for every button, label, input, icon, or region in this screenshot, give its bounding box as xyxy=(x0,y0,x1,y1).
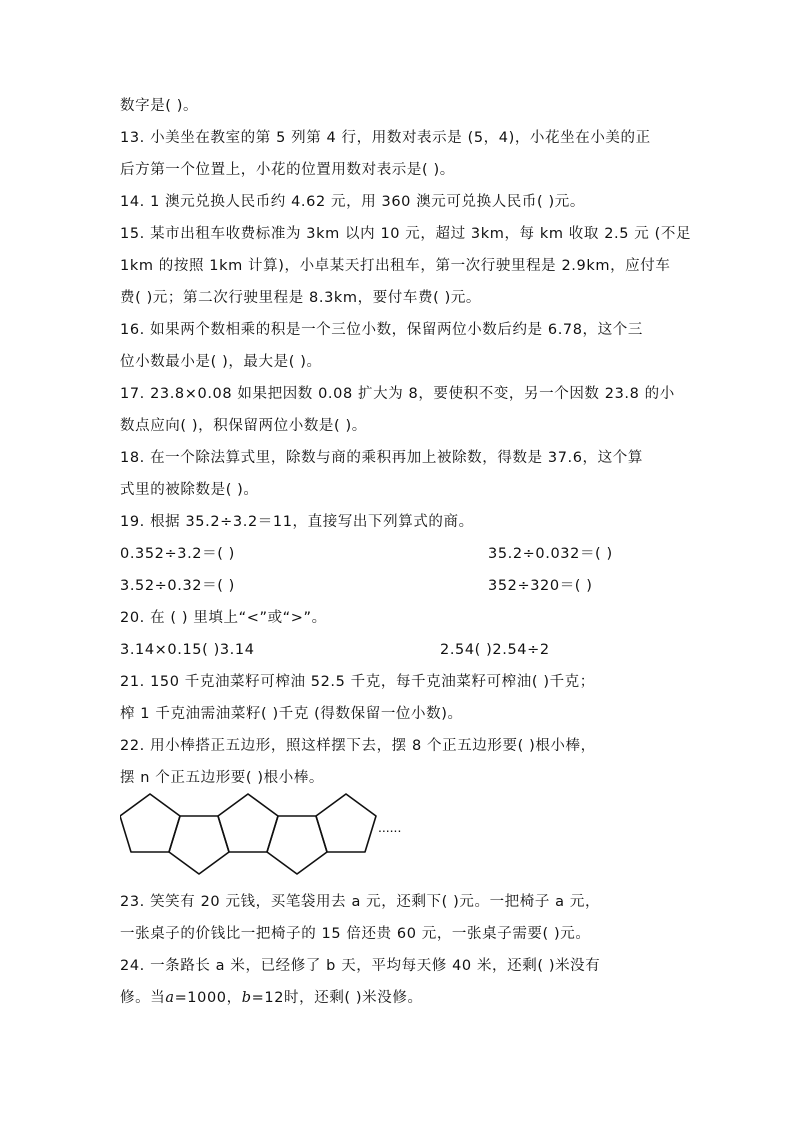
question-22-line-2: 摆 n 个正五边形要( )根小棒。 xyxy=(120,770,325,786)
ellipsis-text: ...... xyxy=(378,819,402,835)
pentagon-chain-figure xyxy=(120,788,420,878)
value-b: =12 xyxy=(251,990,285,1006)
question-16-line-2: 位小数最小是( )，最大是( )。 xyxy=(120,354,322,370)
question-13-line-2: 后方第一个位置上，小花的位置用数对表示是( )。 xyxy=(120,162,455,178)
question-17-line-1: 17. 23.8×0.08 如果把因数 0.08 扩大为 8，要使积不变，另一个因数 23.8 的小 xyxy=(120,386,675,402)
question-21-line-1: 21. 150 千克油菜籽可榨油 52.5 千克，每千克油菜籽可榨油( )千克； xyxy=(120,674,595,690)
question-19-item-b: 35.2÷0.032＝( ) xyxy=(488,546,613,562)
text-line: 数字是( )。 xyxy=(120,98,199,114)
question-18-line-1: 18. 在一个除法算式里，除数与商的乘积再加上被除数，得数是 37.6，这个算 xyxy=(120,450,643,466)
pentagon-5 xyxy=(316,794,376,852)
question-20-item-a: 3.14×0.15( )3.14 xyxy=(120,642,255,658)
variable-b: b xyxy=(241,990,252,1006)
q24-post: 时，还剩( )米没修。 xyxy=(284,990,423,1006)
question-24-line-2 xyxy=(120,988,423,1008)
question-20-item-b: 2.54( )2.54÷2 xyxy=(440,642,550,658)
question-22-line-1: 22. 用小棒搭正五边形，照这样摆下去，摆 8 个正五边形要( )根小棒， xyxy=(120,738,596,754)
q24-pre: 修。当 xyxy=(120,990,166,1006)
question-19-title: 19. 根据 35.2÷3.2＝11，直接写出下列算式的商。 xyxy=(120,514,474,530)
variable-a: a xyxy=(165,990,175,1006)
question-19-item-d: 352÷320＝( ) xyxy=(488,578,593,594)
question-24-line-1: 24. 一条路长 a 米，已经修了 b 天，平均每天修 40 米，还剩( )米没有 xyxy=(120,958,601,974)
question-14: 14. 1 澳元兑换人民币约 4.62 元，用 360 澳元可兑换人民币( )元。 xyxy=(120,194,585,210)
question-15-line-2: 1km 的按照 1km 计算)，小卓某天打出租车，第一次行驶里程是 2.9km，应付车 xyxy=(120,258,671,274)
question-21-line-2: 榨 1 千克油需油菜籽( )千克 (得数保留一位小数)。 xyxy=(120,706,463,722)
question-23-line-2: 一张桌子的价钱比一把椅子的 15 倍还贵 60 元，一张桌子需要( )元。 xyxy=(120,926,591,942)
question-16-line-1: 16. 如果两个数相乘的积是一个三位小数，保留两位小数后约是 6.78，这个三 xyxy=(120,322,643,338)
question-19-item-a: 0.352÷3.2＝( ) xyxy=(120,546,235,562)
question-13-line-1: 13. 小美坐在教室的第 5 列第 4 行，用数对表示是 (5，4)，小花坐在小美的正 xyxy=(120,130,651,146)
question-18-line-2: 式里的被除数是( )。 xyxy=(120,482,259,498)
value-a: =1000 xyxy=(174,990,227,1006)
q24-sep: ， xyxy=(226,990,242,1006)
question-23-line-1: 23. 笑笑有 20 元钱，买笔袋用去 a 元，还剩下( )元。一把椅子 a 元， xyxy=(120,894,601,910)
question-20-title: 20. 在 ( ) 里填上“<”或“>”。 xyxy=(120,610,327,626)
question-15-line-3: 费( )元；第二次行驶里程是 8.3km，要付车费( )元。 xyxy=(120,290,482,306)
question-17-line-2: 数点应向( )，积保留两位小数是( )。 xyxy=(120,418,367,434)
question-19-item-c: 3.52÷0.32＝( ) xyxy=(120,578,235,594)
question-15-line-1: 15. 某市出租车收费标准为 3km 以内 10 元，超过 3km，每 km 收取 2.5 元 (不足 xyxy=(120,226,692,242)
